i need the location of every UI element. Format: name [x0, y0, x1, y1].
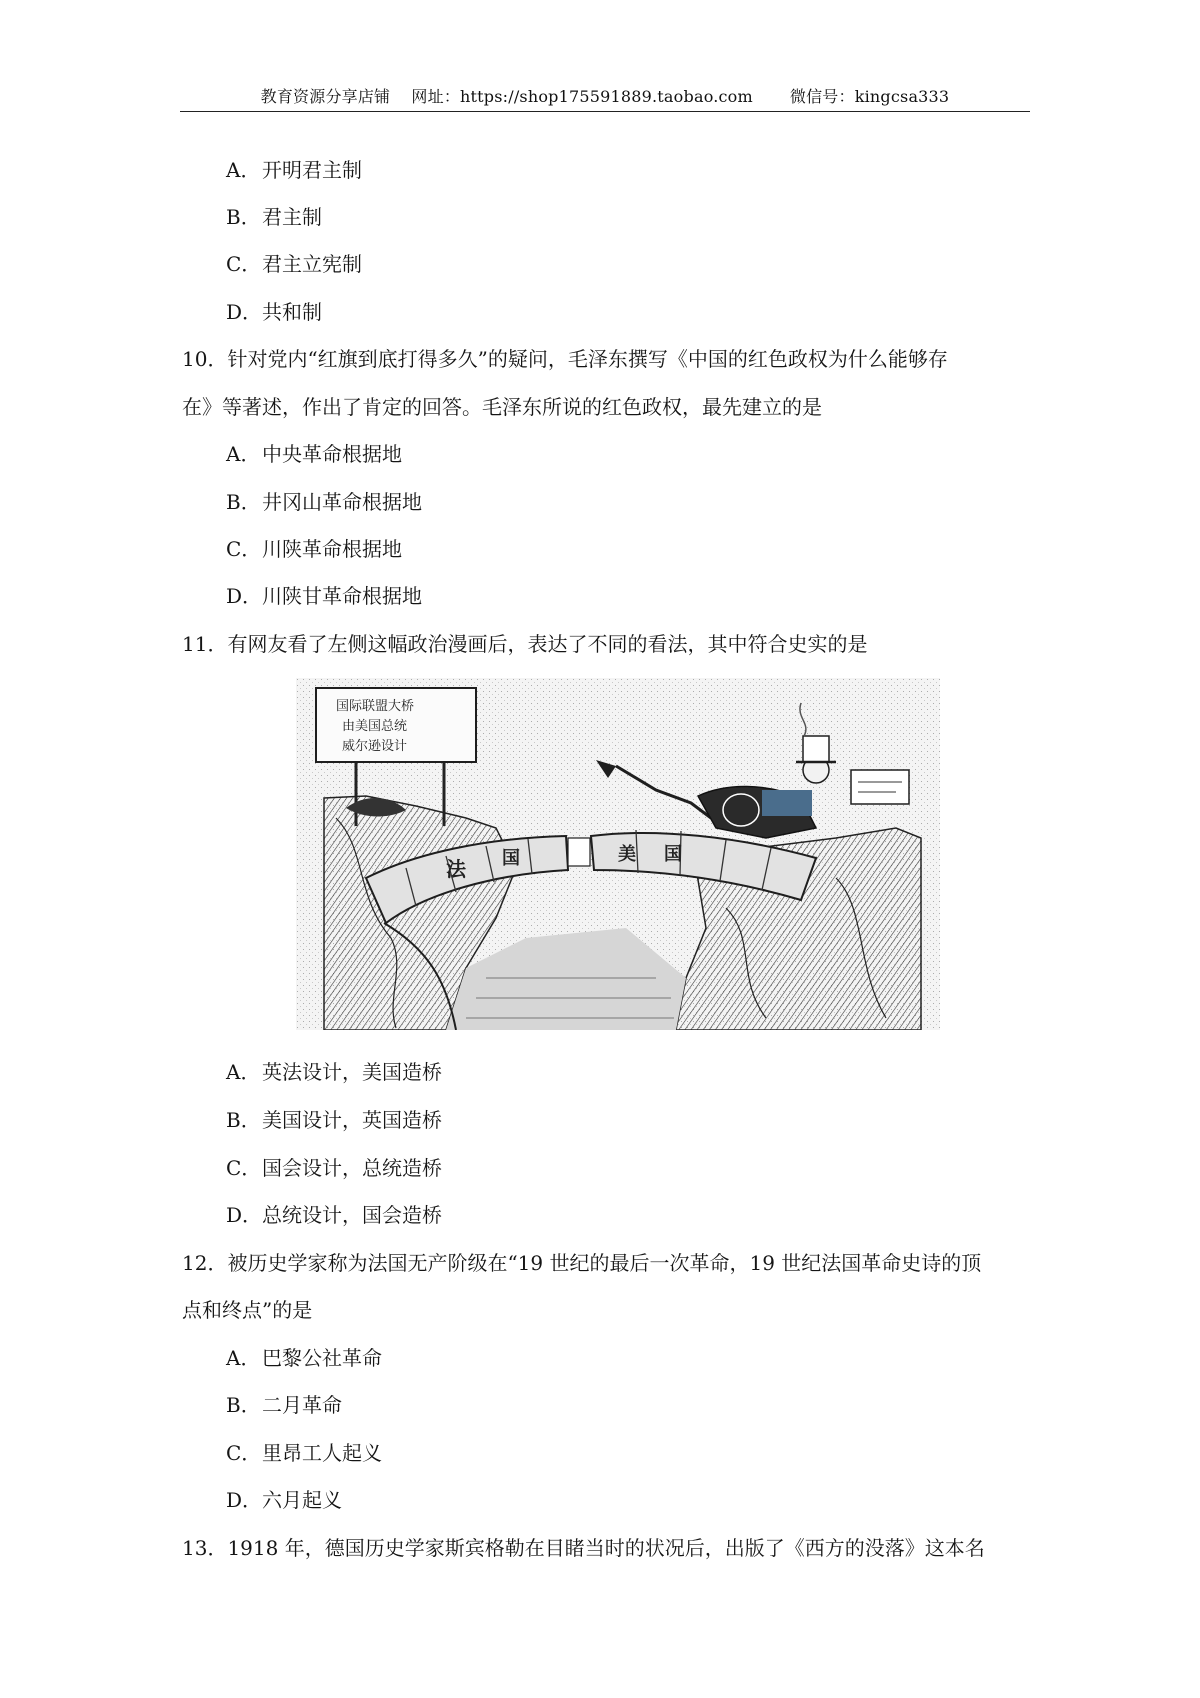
q11-option-d[interactable]	[226, 1203, 442, 1227]
option-text: 开明君主制	[262, 158, 362, 182]
option-text: 川陕甘革命根据地	[262, 584, 422, 608]
q11-option-c[interactable]	[226, 1156, 442, 1180]
cartoon-sign-line-3: 威尔逊设计	[342, 739, 408, 754]
option-label: B．	[226, 1393, 261, 1417]
q10-option-c[interactable]	[226, 537, 402, 561]
option-text: 美国设计，英国造桥	[262, 1108, 442, 1132]
q12-option-a[interactable]	[226, 1346, 382, 1370]
q11-stem-line-1: 11．有网友看了左侧这幅政治漫画后，表达了不同的看法，其中符合史实的是	[182, 632, 868, 656]
option-label: D．	[226, 584, 263, 608]
header-divider	[180, 111, 1030, 112]
option-text: 川陕革命根据地	[262, 537, 402, 561]
svg-text:国: 国	[664, 844, 682, 865]
svg-text:法: 法	[446, 857, 466, 881]
option-label: D．	[226, 1488, 263, 1512]
cartoon-sign-line-1: 国际联盟大桥	[336, 699, 415, 714]
political-cartoon-image	[296, 678, 940, 1030]
option-label: D．	[226, 300, 263, 324]
page-header	[180, 84, 1030, 107]
option-text: 二月革命	[262, 1393, 342, 1417]
svg-text:国: 国	[502, 848, 520, 869]
q11-option-a[interactable]	[226, 1060, 442, 1084]
option-text: 井冈山革命根据地	[262, 490, 422, 514]
option-label: A．	[226, 1060, 261, 1084]
q10-option-b[interactable]	[226, 490, 422, 514]
svg-text:美: 美	[618, 844, 636, 865]
header-website: 网址：https://shop175591889.taobao.com	[411, 87, 753, 106]
header-shop-name: 教育资源分享店铺	[260, 87, 391, 106]
option-text: 总统设计，国会造桥	[262, 1203, 442, 1227]
cartoon-sign-line-2: 由美国总统	[342, 719, 408, 734]
q9-option-a[interactable]	[226, 158, 362, 182]
option-text: 英法设计，美国造桥	[262, 1060, 442, 1084]
option-label: B．	[226, 490, 261, 514]
option-label: D．	[226, 1203, 263, 1227]
q9-option-c[interactable]	[226, 252, 362, 276]
option-text: 君主制	[262, 205, 322, 229]
q10-stem-line-2: 在》等著述，作出了肯定的回答。毛泽东所说的红色政权，最先建立的是	[182, 395, 822, 419]
option-text: 国会设计，总统造桥	[262, 1156, 442, 1180]
option-label: B．	[226, 1108, 261, 1132]
q10-stem-line-1: 10．针对党内“红旗到底打得多久”的疑问，毛泽东撰写《中国的红色政权为什么能够存	[182, 347, 948, 371]
option-text: 里昂工人起义	[262, 1441, 382, 1465]
option-text: 共和制	[262, 300, 322, 324]
q12-option-d[interactable]	[226, 1488, 342, 1512]
option-label: C．	[226, 1156, 262, 1180]
option-label: A．	[226, 158, 261, 182]
option-label: A．	[226, 1346, 261, 1370]
q12-option-c[interactable]	[226, 1441, 382, 1465]
option-label: C．	[226, 252, 262, 276]
option-label: C．	[226, 1441, 262, 1465]
header-wechat: 微信号：kingcsa333	[789, 87, 950, 106]
q12-stem-line-2: 点和终点”的是	[182, 1298, 313, 1322]
q9-option-d[interactable]	[226, 300, 322, 324]
option-text: 君主立宪制	[262, 252, 362, 276]
option-label: B．	[226, 205, 261, 229]
q10-option-a[interactable]	[226, 442, 402, 466]
q12-stem-line-1: 12．被历史学家称为法国无产阶级在“19 世纪的最后一次革命，19 世纪法国革命史诗的顶	[182, 1251, 982, 1275]
q10-option-d[interactable]	[226, 584, 422, 608]
option-text: 六月起义	[262, 1488, 342, 1512]
option-text: 巴黎公社革命	[262, 1346, 382, 1370]
option-label: C．	[226, 537, 262, 561]
option-text: 中央革命根据地	[262, 442, 402, 466]
option-label: A．	[226, 442, 261, 466]
q12-option-b[interactable]	[226, 1393, 342, 1417]
q13-stem-line-1: 13．1918 年，德国历史学家斯宾格勒在目睹当时的状况后，出版了《西方的没落》这本名	[182, 1536, 985, 1560]
q11-option-b[interactable]	[226, 1108, 442, 1132]
q9-option-b[interactable]	[226, 205, 322, 229]
